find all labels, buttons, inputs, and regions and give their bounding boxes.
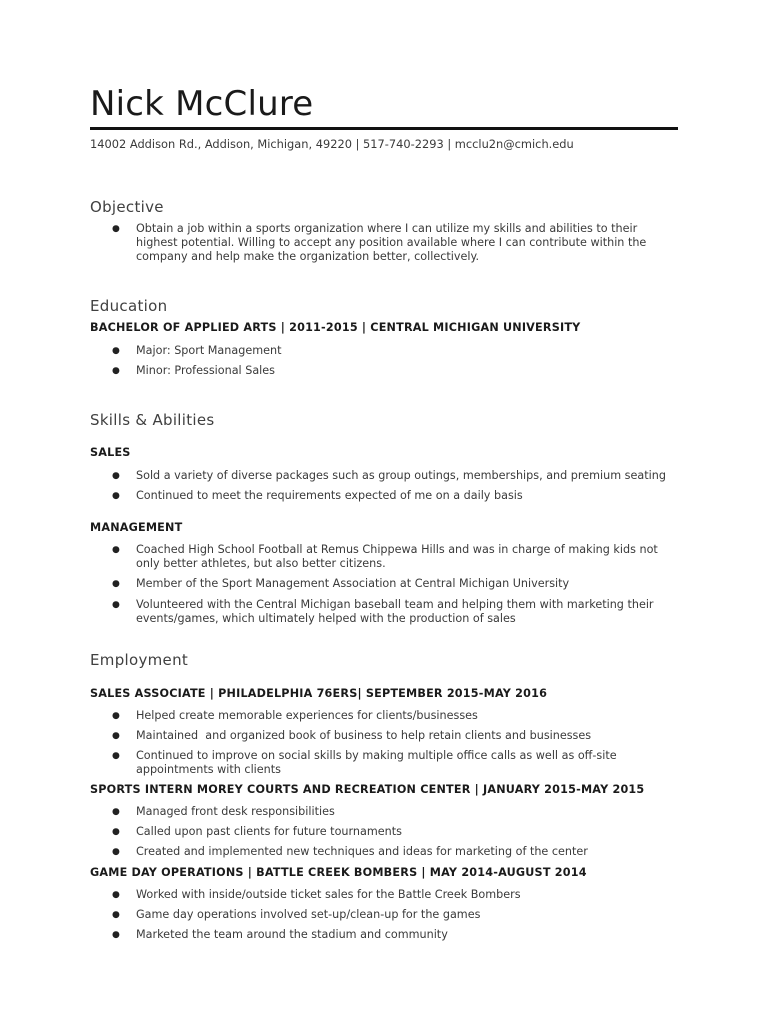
bullet-icon: ● — [112, 366, 120, 376]
job-title: GAME DAY OPERATIONS | BATTLE CREEK BOMBERS | MAY 2014-AUGUST 2014 — [90, 866, 587, 879]
degree-title: BACHELOR OF APPLIED ARTS | 2011-2015 | CENTRAL MICHIGAN UNIVERSITY — [90, 321, 581, 334]
job-title: SALES ASSOCIATE | PHILADELPHIA 76ERS| SEPTEMBER 2015-MAY 2016 — [90, 687, 548, 700]
resume-page: Nick McClure 14002 Addison Rd., Addison, Michigan, 49220 | 517-740-2293 | mcclu2n@cmich.edu Objective ● Obtain a job within a sports organization where I can utilize my skills and abilities to their highest potential. Willing to accept any position available where I can contribute within the company and help make the organization better, collectively. Education BACHELOR OF APPLIED ARTS | 2011-2015 | CENTRAL MICHIGAN UNIVERSITY ● Major: Sport Management ● Minor: Professional Sales Skills & Abilities SALES ● Sold a variety of diverse packages such as group outings, memberships, and premium seating ● Continued to meet the requirements expected of me on a daily basis MANAGEMENT ● Coached High School Football at Remus Chippewa Hills and was in charge of making kids not only better athletes, but also better citizens. ● Member of the Sport Management Association at Central Michigan University ● Volunteered with the Central Michigan baseball team and helping them with marketing their events/games, which ultimately helped with the production of sales Employment SALES ASSOCIATE | PHILADELPHIA 76ERS| SEPTEMBER 2015-MAY 2016 ● Helped create memorable experiences for clients/businesses ● Maintained and organized book of business to help retain clients and businesses ● Continued to improve on social skills by making multiple office calls as well as off-site appointments with clients SPORTS INTERN MOREY COURTS AND RECREATION CENTER | JANUARY 2015-MAY 2015 ● Managed front desk responsibilities ● Called upon past clients for future tournaments ● Created and implemented new techniques and ideas for marketing of the center GAME DAY OPERATIONS | BATTLE CREEK BOMBERS | MAY 2014-AUGUST 2014 ● Worked with inside/outside ticket sales for the Battle Creek Bombers ● Game day operations involved set-up/clean-up for the games ● Marketed the team around the stadium and community — [0, 0, 768, 1024]
bullet-icon: ● — [112, 890, 120, 900]
job-title: SPORTS INTERN MOREY COURTS AND RECREATION CENTER | JANUARY 2015-MAY 2015 — [90, 783, 645, 796]
employment-heading: Employment — [90, 651, 189, 669]
bullet-icon: ● — [112, 751, 120, 761]
management-subheading: MANAGEMENT — [90, 521, 183, 534]
bullet-icon: ● — [112, 930, 120, 940]
bullet-icon: ● — [112, 471, 120, 481]
objective-text: Obtain a job within a sports organization where I can utilize my skills and abilities to their highest potential. Willing to accept any position available where I can contribute within the company and help make the organization better, collectively. — [136, 222, 647, 264]
bullet-icon: ● — [112, 847, 120, 857]
bullet-icon: ● — [112, 827, 120, 837]
contact-info: 14002 Addison Rd., Addison, Michigan, 49220 | 517-740-2293 | mcclu2n@cmich.edu — [90, 137, 574, 151]
bullet-icon: ● — [112, 711, 120, 721]
bullet-icon: ● — [112, 545, 120, 555]
bullet-icon: ● — [112, 491, 120, 501]
candidate-name: Nick McClure — [90, 84, 314, 124]
bullet-icon: ● — [112, 731, 120, 741]
header-rule — [90, 127, 678, 130]
bullet-icon: ● — [112, 807, 120, 817]
bullet-icon: ● — [112, 346, 120, 356]
bullet-icon: ● — [112, 579, 120, 589]
sales-subheading: SALES — [90, 446, 131, 459]
bullet-icon: ● — [112, 224, 120, 234]
education-heading: Education — [90, 297, 168, 315]
objective-heading: Objective — [90, 198, 164, 216]
bullet-icon: ● — [112, 910, 120, 920]
skills-heading: Skills & Abilities — [90, 411, 215, 429]
bullet-icon: ● — [112, 600, 120, 610]
